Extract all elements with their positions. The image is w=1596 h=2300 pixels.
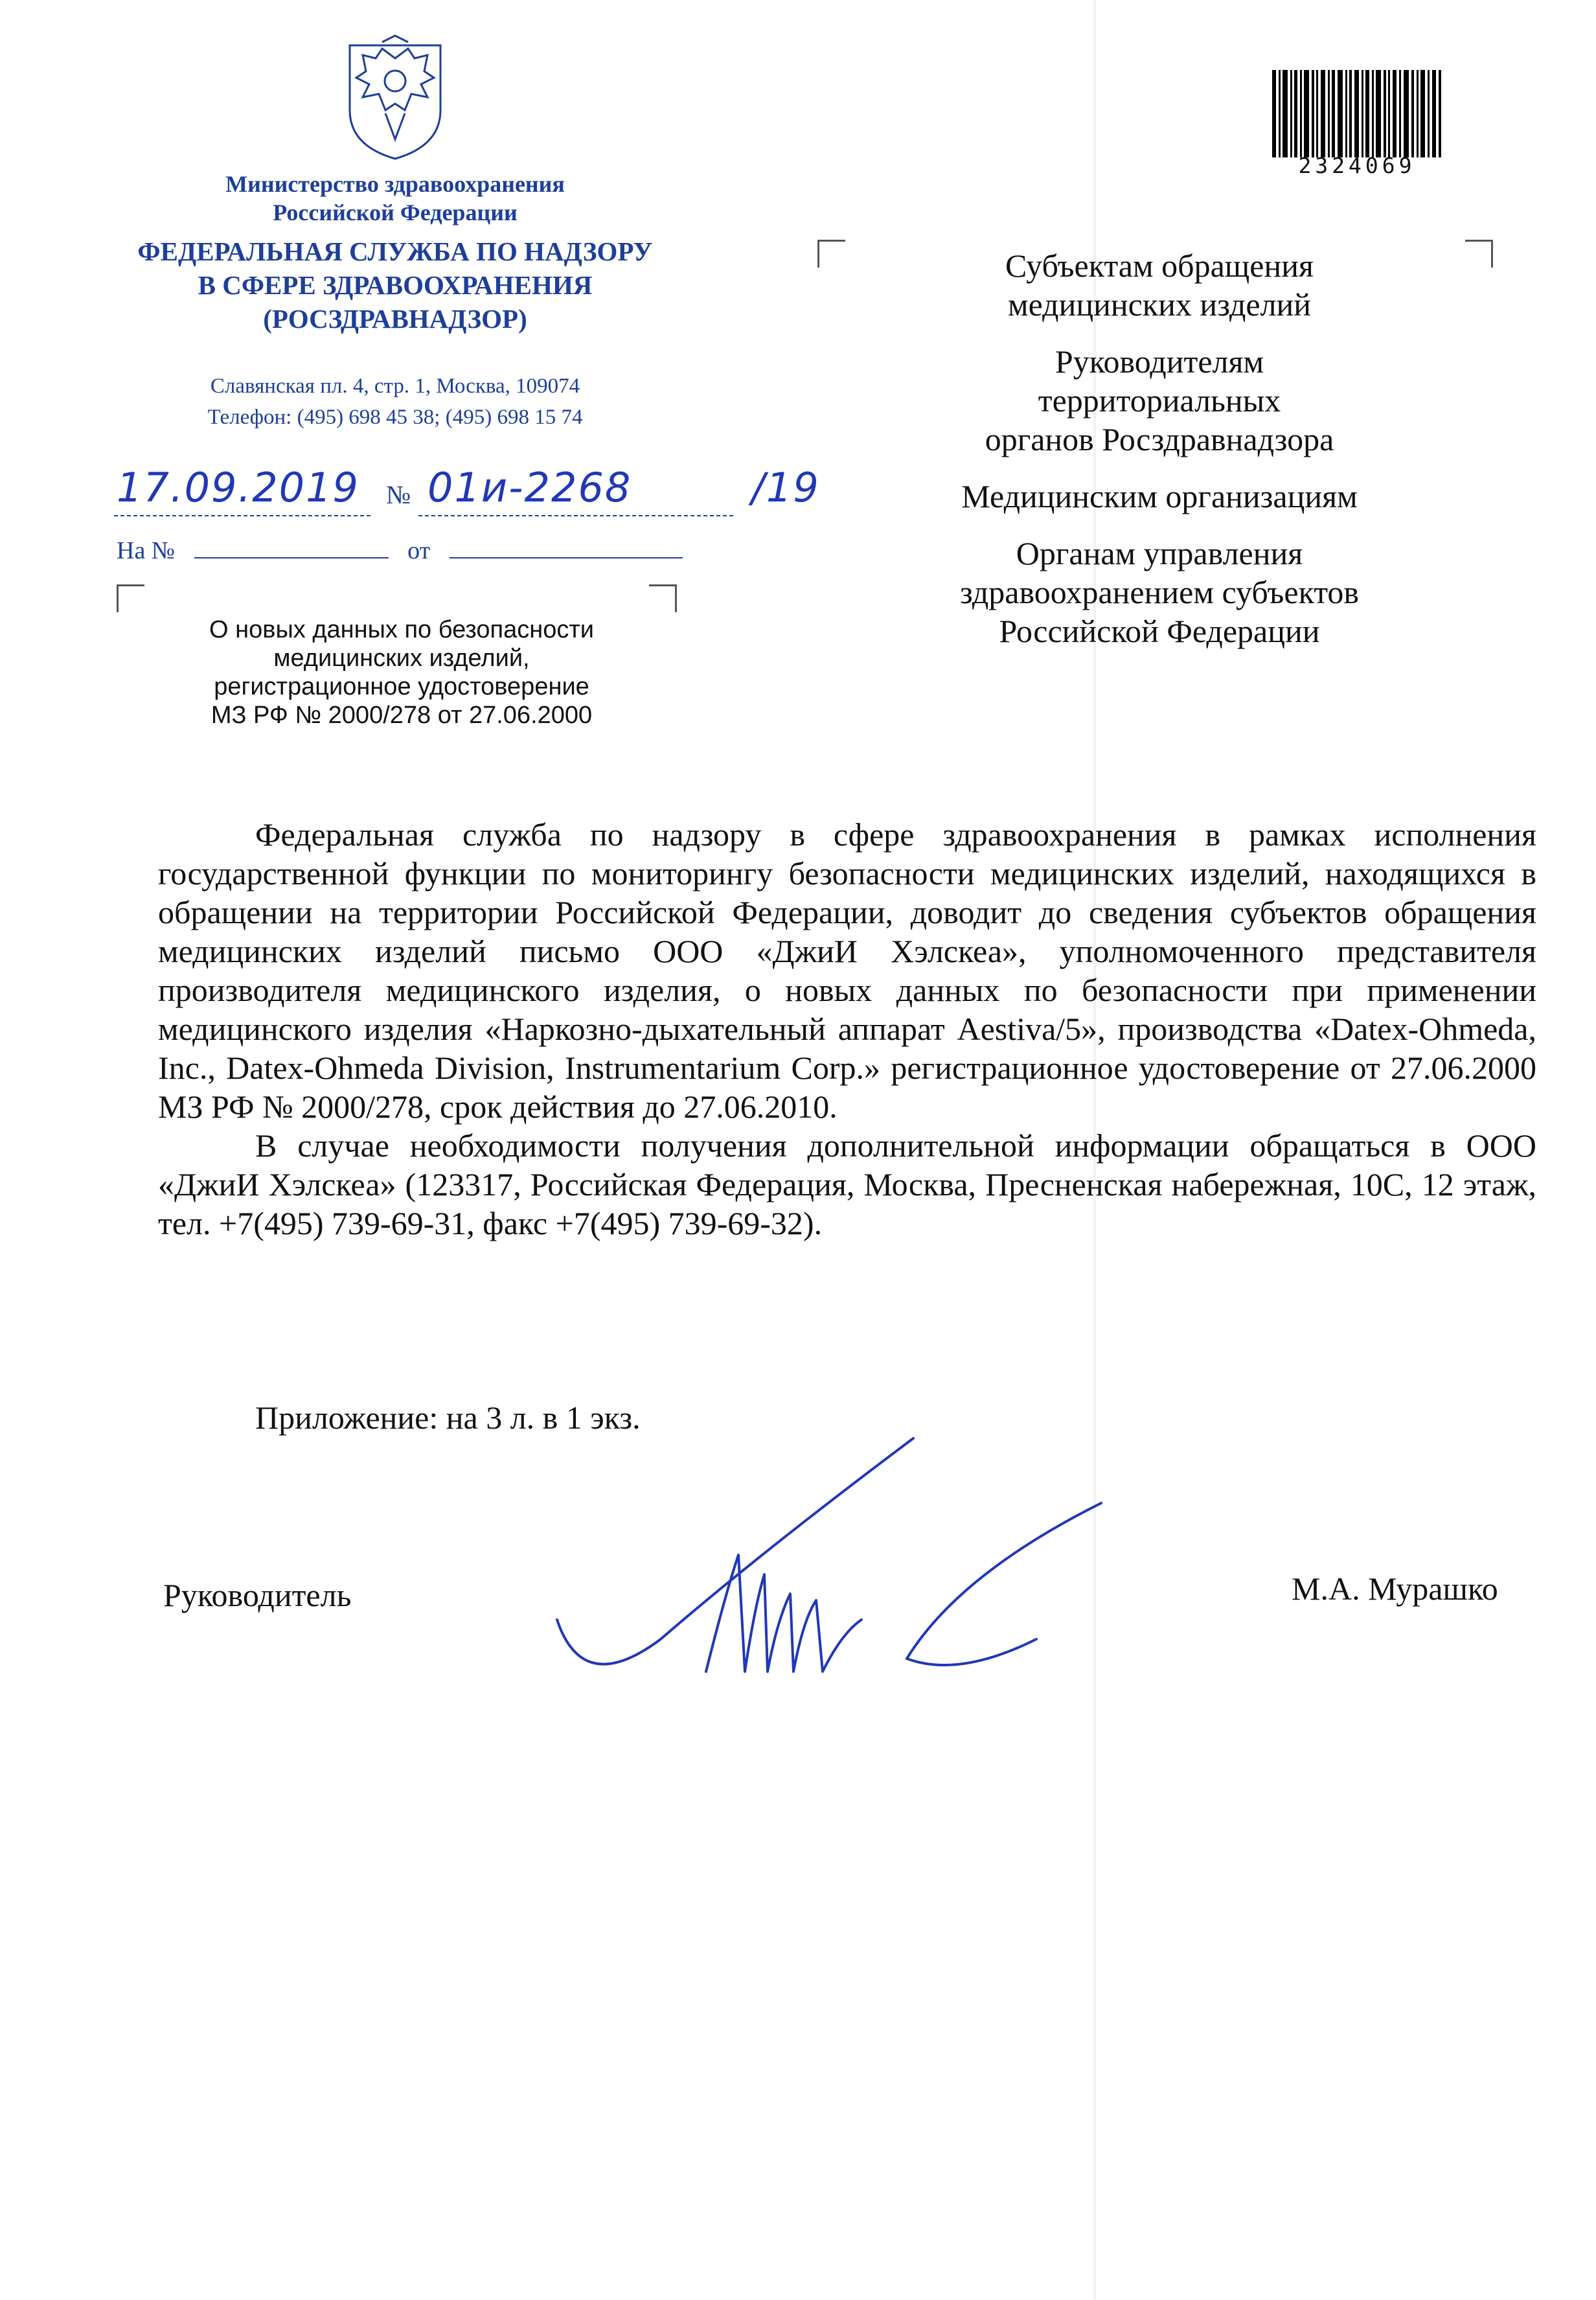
phone-numbers: Телефон: (495) 698 45 38; (495) 698 15 74	[207, 406, 583, 429]
reply-number-blank	[194, 534, 389, 558]
letter-body	[158, 815, 1536, 1243]
addressee-item: Субъектам обращения медицинских изделий	[1005, 247, 1314, 323]
addressee-corner-left	[817, 240, 845, 268]
body-paragraph: Федеральная служба по надзору в сфере здравоохранения в рамках исполнения государственной функции по мониторингу безопасности медицинских изделий, находящихся в обращении на территории Российской Федерации, доводит до сведения субъектов обращения медицинских изделий письмо ООО «ДжиИ Хэлскеа», уполномоченного представителя производителя медицинского изделия, о новых данных по безопасности при применении медицинского изделия «Наркозно-дыхательный аппарат Aestiva/5», производства «Datex-Ohmeda, Inc., Datex-Ohmeda Division, Instrumentarium Corp.» регистрационное удостоверение от 27.06.2000 МЗ РФ № 2000/278, срок действия до 27.06.2010.	[158, 816, 1536, 1125]
service-name: ФЕДЕРАЛЬНАЯ СЛУЖБА ПО НАДЗОРУ В СФЕРЕ ЗДРАВООХРАНЕНИЯ (РОСЗДРАВНАДЗОР)	[137, 236, 653, 334]
registration-suffix: /19	[751, 464, 820, 511]
signer-title: Руководитель	[163, 1577, 352, 1613]
subject-corner-left	[117, 584, 144, 612]
handwritten-signature	[544, 1425, 1114, 1723]
addressee-item: Руководителям территориальных органов Росздравнадзора	[985, 343, 1334, 457]
letter-subject: О новых данных по безопасности медицинских изделий, регистрационное удостоверение МЗ РФ № 2000/278 от 27.06.2000	[209, 616, 594, 729]
reply-reference-line	[117, 534, 687, 567]
barcode	[1270, 70, 1444, 157]
addressee-block	[894, 246, 1425, 669]
body-paragraph: В случае необходимости получения дополнительной информации обращаться в ООО «ДжиИ Хэлскеа» (123317, Российская Федерация, Москва, Пресненская набережная, 10С, 12 этаж, тел. +7(495) 739-69-31, факс +7(495) 739-69-32).	[158, 1127, 1536, 1241]
addressee-item: Медицинским организациям	[961, 478, 1358, 514]
letterhead-address	[104, 371, 687, 433]
registration-underline	[114, 512, 762, 525]
reply-date-blank	[450, 534, 683, 558]
postal-address: Славянская пл. 4, стр. 1, Москва, 109074	[210, 374, 580, 398]
addressee-item: Органам управления здравоохранением субъектов Российской Федерации	[959, 535, 1360, 649]
addressee-corner-right	[1465, 240, 1493, 268]
subject-corner-right	[649, 584, 677, 612]
barcode-number: 2324069	[1298, 153, 1416, 178]
attachment-note: Приложение: на 3 л. в 1 экз.	[255, 1399, 641, 1436]
signer-name: М.А. Мурашко	[1292, 1570, 1498, 1607]
reply-from-label: от	[407, 537, 431, 564]
number-sign: №	[386, 480, 411, 509]
ministry-name: Министерство здравоохранения Российской Федерации	[225, 171, 565, 225]
reply-to-label: На №	[117, 537, 176, 564]
coat-of-arms-emblem	[337, 32, 453, 162]
registration-date: 17.09.2019	[117, 464, 359, 511]
registration-number: 01и-2268	[428, 464, 632, 511]
